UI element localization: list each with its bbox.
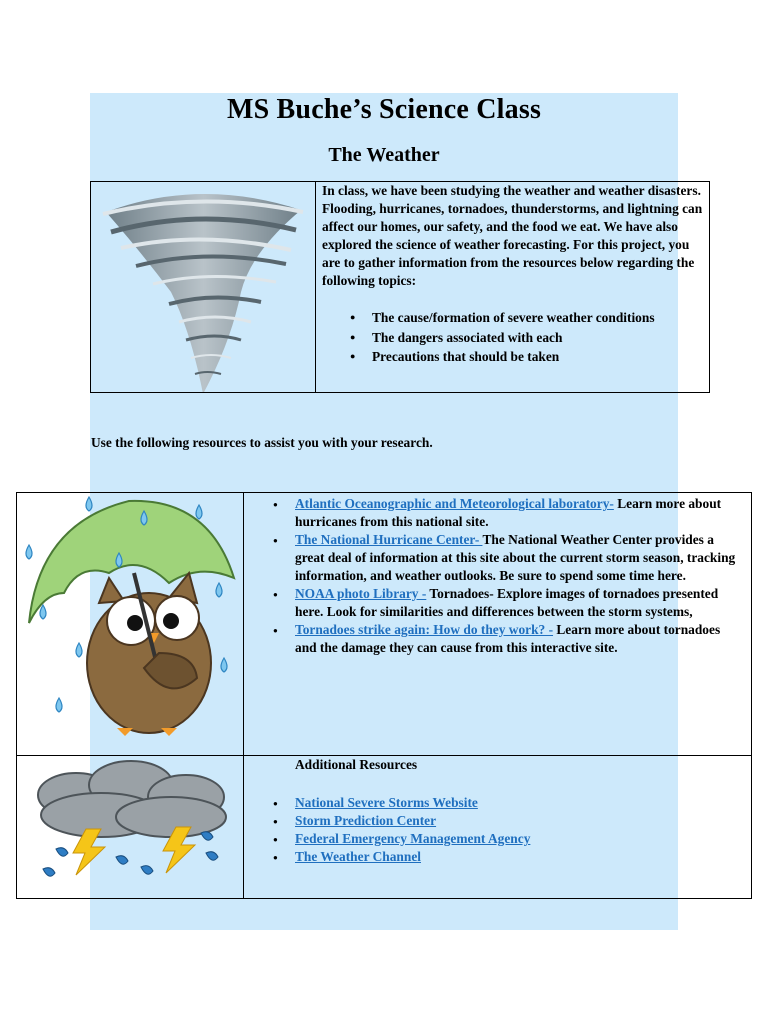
topic-item: ● Precautions that should be taken [372, 347, 706, 367]
additional-resource-list [273, 794, 530, 866]
resource-item [273, 531, 743, 585]
resource-description: Learn more about tornadoes and the damage they can cause from this interactive site. [295, 622, 721, 655]
resource-description: Learn more about hurricanes from this national site. [295, 496, 722, 529]
additional-resource-item [273, 848, 530, 866]
table-divider [243, 493, 244, 898]
additional-resource-item [273, 830, 530, 848]
topic-list [322, 308, 706, 367]
resource-list [273, 495, 743, 657]
additional-resource-link[interactable]: Storm Prediction Center [295, 813, 437, 828]
additional-resource-link[interactable]: The Weather Channel [295, 849, 421, 864]
topic-item: ● The dangers associated with each [372, 328, 706, 348]
tornado-cell [91, 182, 316, 392]
resource-description: The National Weather Center provides a great deal of information at this site about the current storm season, tracking information, and weather outlooks. Be sure to spend some time here. [295, 532, 736, 583]
resource-description: Tornadoes- Explore images of tornadoes presented here. Look for similarities and differences between the storm systems, [295, 586, 719, 619]
resource-link[interactable]: Atlantic Oceanographic and Meteorological laboratory- [295, 496, 614, 511]
resource-link[interactable]: The National Hurricane Center- [295, 532, 483, 547]
resource-item [273, 495, 743, 531]
intro-text [322, 182, 706, 367]
resource-link[interactable]: NOAA photo Library - [295, 586, 427, 601]
intro-table [90, 181, 710, 393]
tornado-icon [91, 182, 314, 392]
owl-umbrella-icon [19, 493, 241, 753]
resources-table [16, 492, 752, 899]
resource-item [273, 621, 743, 657]
storm-cloud-icon [21, 757, 239, 895]
table-divider [17, 755, 751, 756]
additional-resource-item [273, 794, 530, 812]
page-subtitle: The Weather [328, 144, 440, 166]
resource-link[interactable]: Tornadoes strike again: How do they work? - [295, 622, 554, 637]
resource-item [273, 585, 743, 621]
additional-resource-item [273, 812, 530, 830]
instruction-text: Use the following resources to assist you with your research. [91, 435, 433, 450]
intro-paragraph: In class, we have been studying the weather and weather disasters. Flooding, hurricanes, tornadoes, thunderstorms, and lightning can affect our homes, our safety, and the food we eat. We have also explored the science of weather forecasting. For this project, you are to gather information from the resources below regarding the following topics: [322, 183, 703, 288]
additional-resources-title: Additional Resources [295, 757, 418, 772]
topic-item: ● The cause/formation of severe weather conditions [372, 308, 706, 328]
additional-resource-link[interactable]: National Severe Storms Website [295, 795, 478, 810]
additional-resource-link[interactable]: Federal Emergency Management Agency [295, 831, 531, 846]
page-title: MS Buche’s Science Class [226, 94, 542, 125]
